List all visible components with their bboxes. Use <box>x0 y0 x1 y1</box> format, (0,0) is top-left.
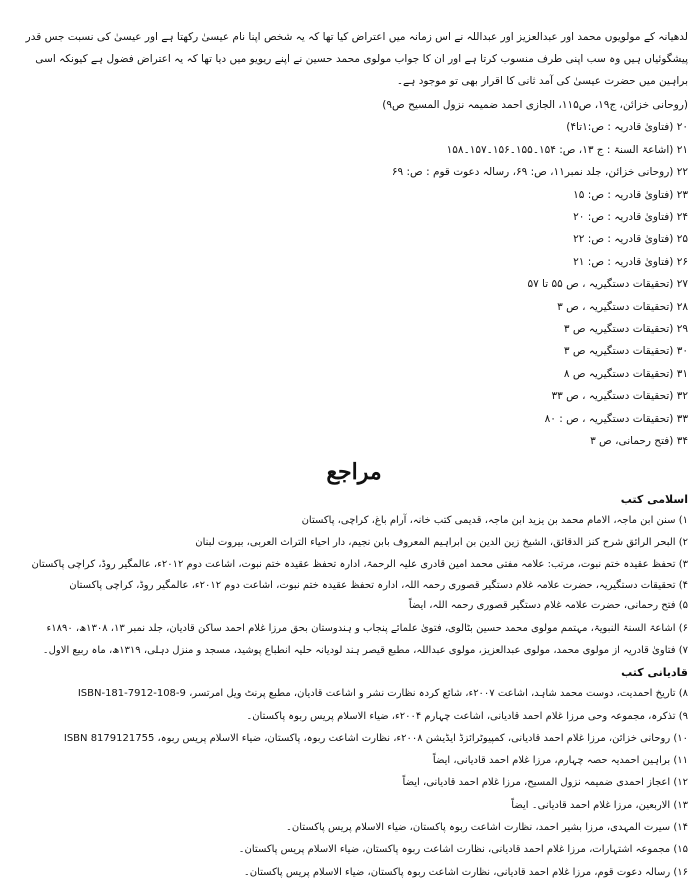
reference-item: ۴) تحقیقات دستگیریہ، حضرت علامہ غلام دستگیر قصوری رحمہ اللہ، ادارہ تحفظ عقیدہ ختم نبوت، اشاعت دوم ۲۰۱۲ء، عالمگیر روڈ، کراچی پاکستان <box>69 580 688 592</box>
reference-item: ۱۳) الاربعین، مرزا غلام احمد قادیانی۔ ایضاً <box>511 799 688 811</box>
footnote-item: ۳۰ (تحقیقات دستگیریہ ص ۳ <box>563 345 688 358</box>
footnote-item: ۳۱ (تحقیقات دستگیریہ ص ۸ <box>563 367 688 380</box>
reference-item: ۹) تذکرہ، مجموعہ وحی مرزا غلام احمد قادیانی، اشاعت چہارم ۲۰۰۴ء، ضیاء الاسلام پریس ربوہ پاکستان۔ <box>246 710 688 722</box>
footnote-item: ۳۲ (تحقیقات دستگیریہ ، ص ۳۳ <box>551 390 688 403</box>
footnote-item: ۳۴ (فتح رحمانی، ص ۳ <box>590 435 688 448</box>
reference-item: ۱۰) روحانی خزائن، مرزا غلام احمد قادیانی، کمپیوٹرائزڈ ایڈیشن ۲۰۰۸ء، نظارت اشاعت ربوہ، پاکستان، ضیاء الاسلام پریس ربوہ، ISBN 8179121755 <box>63 732 688 744</box>
reference-item: ۱۶) رسالہ دعوت قوم، مرزا غلام احمد قادیانی، نظارت اشاعت ربوہ پاکستان، ضیاء الاسلام پریس پاکستان۔ <box>243 866 688 878</box>
reference-item: ۳) تحفظ عقیدہ ختم نبوت، مرتب: علامہ مفتی محمد امین قادری علیہ الرحمۃ، ادارہ تحفظ عقیدہ ختم نبوت، اشاعت دوم ۲۰۱۲ء، عالمگیر روڈ، کراچی پاکستان <box>31 559 688 571</box>
footnote-item: ۲۹ (تحقیقات دستگیریہ ص ۳ <box>563 323 688 336</box>
islamic-books-heading: اسلامی کتب <box>620 492 688 506</box>
reference-item: ۱۱) براہین احمدیہ حصہ چہارم، مرزا غلام احمد قادیانی، ایضاً <box>432 755 688 767</box>
references-title: مراجع <box>326 458 382 485</box>
footnote-item: ۳۳ (تحقیقات دستگیریہ ، ص : ۸۰ <box>544 412 688 425</box>
reference-item: ۸) تاریخ احمدیت، دوست محمد شاہد، اشاعت ۲۰۰۷ء، شائع کردہ نظارت نشر و اشاعت قادیان، مطبع پرنٹ ویل امرتسر، ISBN-181-7912-108-9 <box>77 688 688 700</box>
footnote-item: ۲۴ (فتاویٰ قادریہ : ص: ۲۰ <box>573 211 688 224</box>
footnote-item: ۲۲ (روحانی خزائن، جلد نمبر۱۱، ص: ۶۹، رسالہ دعوت قوم : ص: ۶۹ <box>391 166 688 179</box>
qadiani-references-list <box>20 683 688 884</box>
reference-item: ۱۵) مجموعہ اشتہارات، مرزا غلام احمد قادیانی، نظارت اشاعت ربوہ پاکستان، ضیاء الاسلام پریس پاکستان۔ <box>238 844 688 856</box>
qadiani-books-heading: قادیانی کتب <box>621 666 688 680</box>
reference-item: ۵) فتح رحمانی، حضرت علامہ غلام دستگیر قصوری رحمہ اللہ، ایضاً <box>408 600 688 612</box>
footnote-item: ۲۳ (فتاویٰ قادریہ : ص: ۱۵ <box>573 188 688 201</box>
footnote-item: ۲۱ (اشاعۃ السنۃ : ج ۱۳، ص: ۱۵۴۔۱۵۵۔۱۵۶۔۱۵۷۔۱۵۸ <box>446 143 688 156</box>
reference-item: ۶) اشاعۃ السنۃ النبویۃ، مہتمم مولوی محمد حسین بٹالوی، فتویٰ علمائے پنجاب و ہندوستان بحق مرزا غلام احمد ساکن قادیان، جلد نمبر ۱۳، ۱۳۰۸ھ، ۱۸۹۰ء <box>46 622 688 634</box>
reference-item: ۱۴) سیرت المہدی، مرزا بشیر احمد، نظارت اشاعت ربوہ پاکستان، ضیاء الاسلام پریس پاکستان۔ <box>286 822 688 834</box>
reference-item: ۲) البحر الرائق شرح کنز الدقائق، الشیخ زین الدین بن ابراہیم المعروف بابن نجیم، دار احیاء التراث العربی، بیروت لبنان <box>195 536 688 548</box>
footnote-item: ۲۰ (فتاویٰ قادریہ : ص:۱تا۴) <box>566 121 688 134</box>
intro-paragraph: لدھیانہ کے مولویوں محمد اور عبدالعزیز اور عبداللہ نے اس زمانہ میں اعتراض کیا تھا کہ یہ شخص اپنا نام عیسیٰ رکھتا ہے اور عیسیٰ کی نسبت جس قدر پیشگوئیاں ہیں وہ سب اپنی طرف منسوب کرتا ہے اور ان کا جواب مولوی محمد حسین نے اپنے ریویو میں دیا تھا کہ یہ اعتراض فضول ہے کیونکہ اسی براہین میں حضرت عیسیٰ کی آمد ثانی کا اقرار بھی تو موجود ہے۔ <box>25 31 688 87</box>
reference-item: ۷) فتاویٰ قادریہ از مولوی محمد، مولوی عبدالعزیز، مولوی عبداللہ، مطبع قیصر ہند لودیانہ حلیہ انطباع پوشید، مسجد و منزل دہلی، ۱۳۱۹ھ، ماہ ربیع الاول۔ <box>42 644 688 656</box>
footnote-item: ۲۵ (فتاویٰ قادریہ : ص: ۲۲ <box>573 233 688 246</box>
islamic-references-list <box>20 510 688 663</box>
footnote-item: (روحانی خزائن، ج۱۹، ص۱۱۵، الجازی احمد ضمیمہ نزول المسیح ص۹) <box>382 99 688 111</box>
footnote-item: ۲۷ (تحقیقات دستگیریہ ، ص ۵۵ تا ۵۷ <box>527 278 688 291</box>
footnote-item: ۲۶ (فتاویٰ قادریہ : ص: ۲۱ <box>573 255 688 268</box>
footnote-item: ۲۸ (تحقیقات دستگیریہ ، ص ۳ <box>557 300 688 313</box>
footnotes-list <box>20 94 688 453</box>
reference-item: ۱۲) اعجاز احمدی ضمیمہ نزول المسیح، مرزا غلام احمد قادیانی، ایضاً <box>402 777 688 789</box>
reference-item: ۱) سنن ابن ماجہ، الامام محمد بن یزید ابن ماجہ، قدیمی کتب خانہ، آرام باغ، کراچی، پاکستان <box>301 514 688 526</box>
